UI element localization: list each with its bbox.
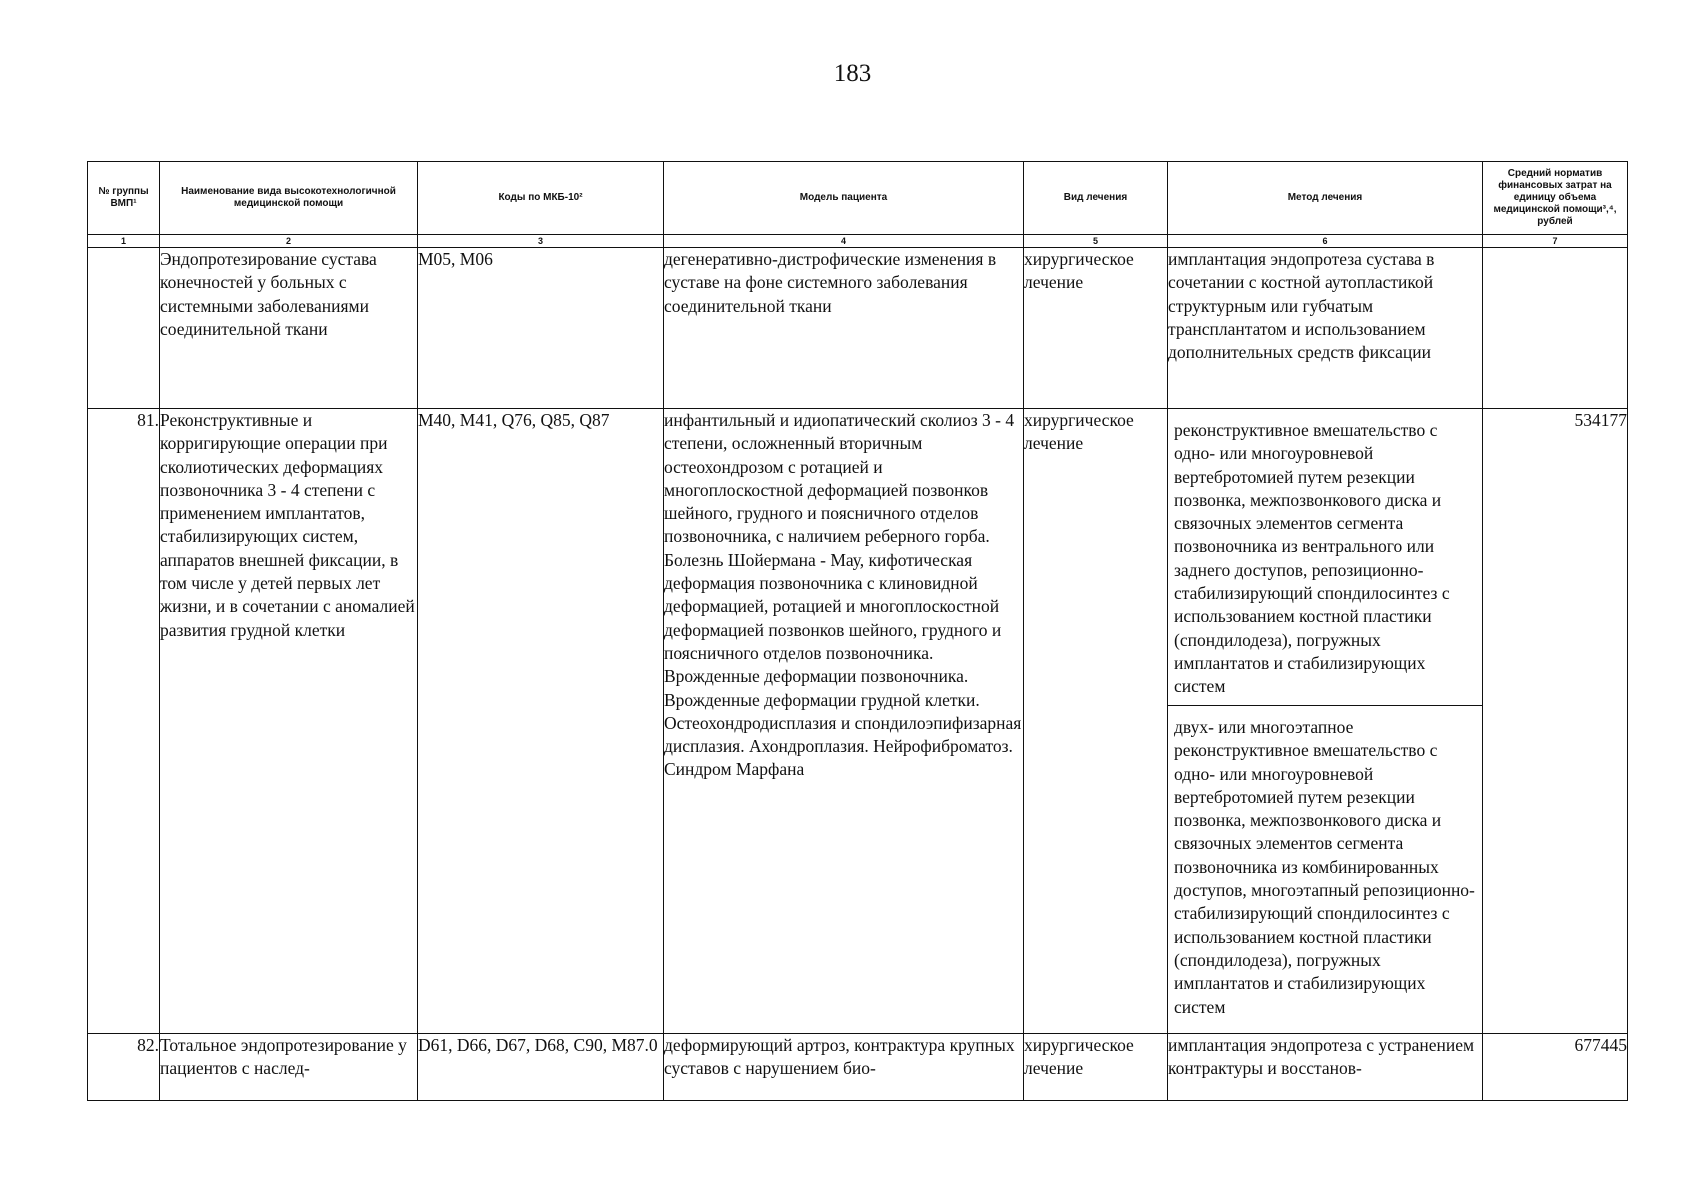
row-codes: M05, M06 — [418, 248, 664, 409]
page-number: 183 — [833, 60, 872, 87]
row-model: деформирующий артроз, контрактура крупных суставов с нарушением био- — [664, 1034, 1024, 1101]
header-name: Наименование вида высокотехнологичной медицинской помощи — [160, 162, 418, 235]
vmp-table — [87, 161, 1628, 1101]
row-cost — [1483, 248, 1628, 409]
header-cost: Средний норматив финансовых затрат на единицу объема медицинской помощи³,⁴, рублей — [1483, 162, 1628, 235]
row-model: дегенеративно-дистрофические изменения в суставе на фоне системного заболевания соединительной ткани — [664, 248, 1024, 409]
header-treatment: Вид лечения — [1024, 162, 1168, 235]
row-name: Эндопротезирование сустава конечностей у больных с системными заболеваниями соединительной ткани — [160, 248, 418, 409]
column-number: 3 — [418, 235, 664, 248]
column-number: 7 — [1483, 235, 1628, 248]
row-method-option-1: реконструктивное вмешательство с одно- или многоуровневой вертебротомией путем резекции позвонка, межпозвонкового диска и связочных элементов сегмента позвоночника из вентрального или заднего доступов, репозиционно-стабилизирующий спондилосинтез с использованием костной пластики (спондилодеза), погружных имплантатов и стабилизирующих систем — [1168, 409, 1482, 706]
row-cost: 677445 — [1483, 1034, 1628, 1101]
row-name: Тотальное эндопротезирование у пациентов с наслед- — [160, 1034, 418, 1101]
column-number: 5 — [1024, 235, 1168, 248]
row-treatment: хирургическое лечение — [1024, 409, 1168, 1034]
header-row — [88, 162, 1628, 235]
row-method: имплантация эндопротеза сустава в сочетании с костной аутопластикой структурным или губчатым трансплантатом и использованием дополнительных средств фиксации — [1168, 248, 1483, 409]
row-treatment: хирургическое лечение — [1024, 1034, 1168, 1101]
row-name: Реконструктивные и корригирующие операции при сколиотических деформациях позвоночника 3 - 4 степени с применением имплантатов, стабилизирующих систем, аппаратов внешней фиксации, в том числе у детей первых лет жизни, и в сочетании с аномалией развития грудной клетки — [160, 409, 418, 1034]
row-model: инфантильный и идиопатический сколиоз 3 - 4 степени, осложненный вторичным остеохондрозом с ротацией и многоплоскостной деформацией позвонков шейного, грудного и поясничного отделов позвоночника, с наличием реберного горба. Болезнь Шойермана - Мау, кифотическая деформация позвоночника с клиновидной деформацией, ротацией и многоплоскостной деформацией позвонков шейного, грудного и поясничного отделов позвоночника. Врожденные деформации позвоночника. Врожденные деформации грудной клетки. Остеохондродисплазия и спондилоэпифизарная дисплазия. Ахондроплазия. Нейрофиброматоз. Синдром Марфана — [664, 409, 1024, 1034]
row-codes: D61, D66, D67, D68, C90, M87.0 — [418, 1034, 664, 1101]
table-row — [88, 248, 1628, 409]
row-cost: 534177 — [1483, 409, 1628, 1034]
row-method-option-2: двух- или многоэтапное реконструктивное вмешательство с одно- или многоуровневой вертебротомией путем резекции позвонка, межпозвонкового диска и связочных элементов сегмента позвоночника из комбинированных доступов, многоэтапный репозиционно-стабилизирующий спондилосинтез с использованием костной пластики (спондилодеза), погружных имплантатов и стабилизирующих систем — [1174, 717, 1475, 1017]
column-number-row — [88, 235, 1628, 248]
column-number: 6 — [1168, 235, 1483, 248]
row-group — [88, 248, 160, 409]
row-method: имплантация эндопротеза с устранением контрактуры и восстанов- — [1168, 1034, 1483, 1101]
column-number: 4 — [664, 235, 1024, 248]
column-number: 1 — [88, 235, 160, 248]
header-method: Метод лечения — [1168, 162, 1483, 235]
header-codes: Коды по МКБ-10² — [418, 162, 664, 235]
header-group: № группы ВМП¹ — [88, 162, 160, 235]
row-group: 81. — [88, 409, 160, 1034]
column-number: 2 — [160, 235, 418, 248]
row-group: 82. — [88, 1034, 160, 1101]
row-treatment: хирургическое лечение — [1024, 248, 1168, 409]
table-row — [88, 409, 1628, 1034]
table-row — [88, 1034, 1628, 1101]
row-codes: M40, M41, Q76, Q85, Q87 — [418, 409, 664, 1034]
row-method-cell — [1168, 409, 1483, 1034]
header-model: Модель пациента — [664, 162, 1024, 235]
